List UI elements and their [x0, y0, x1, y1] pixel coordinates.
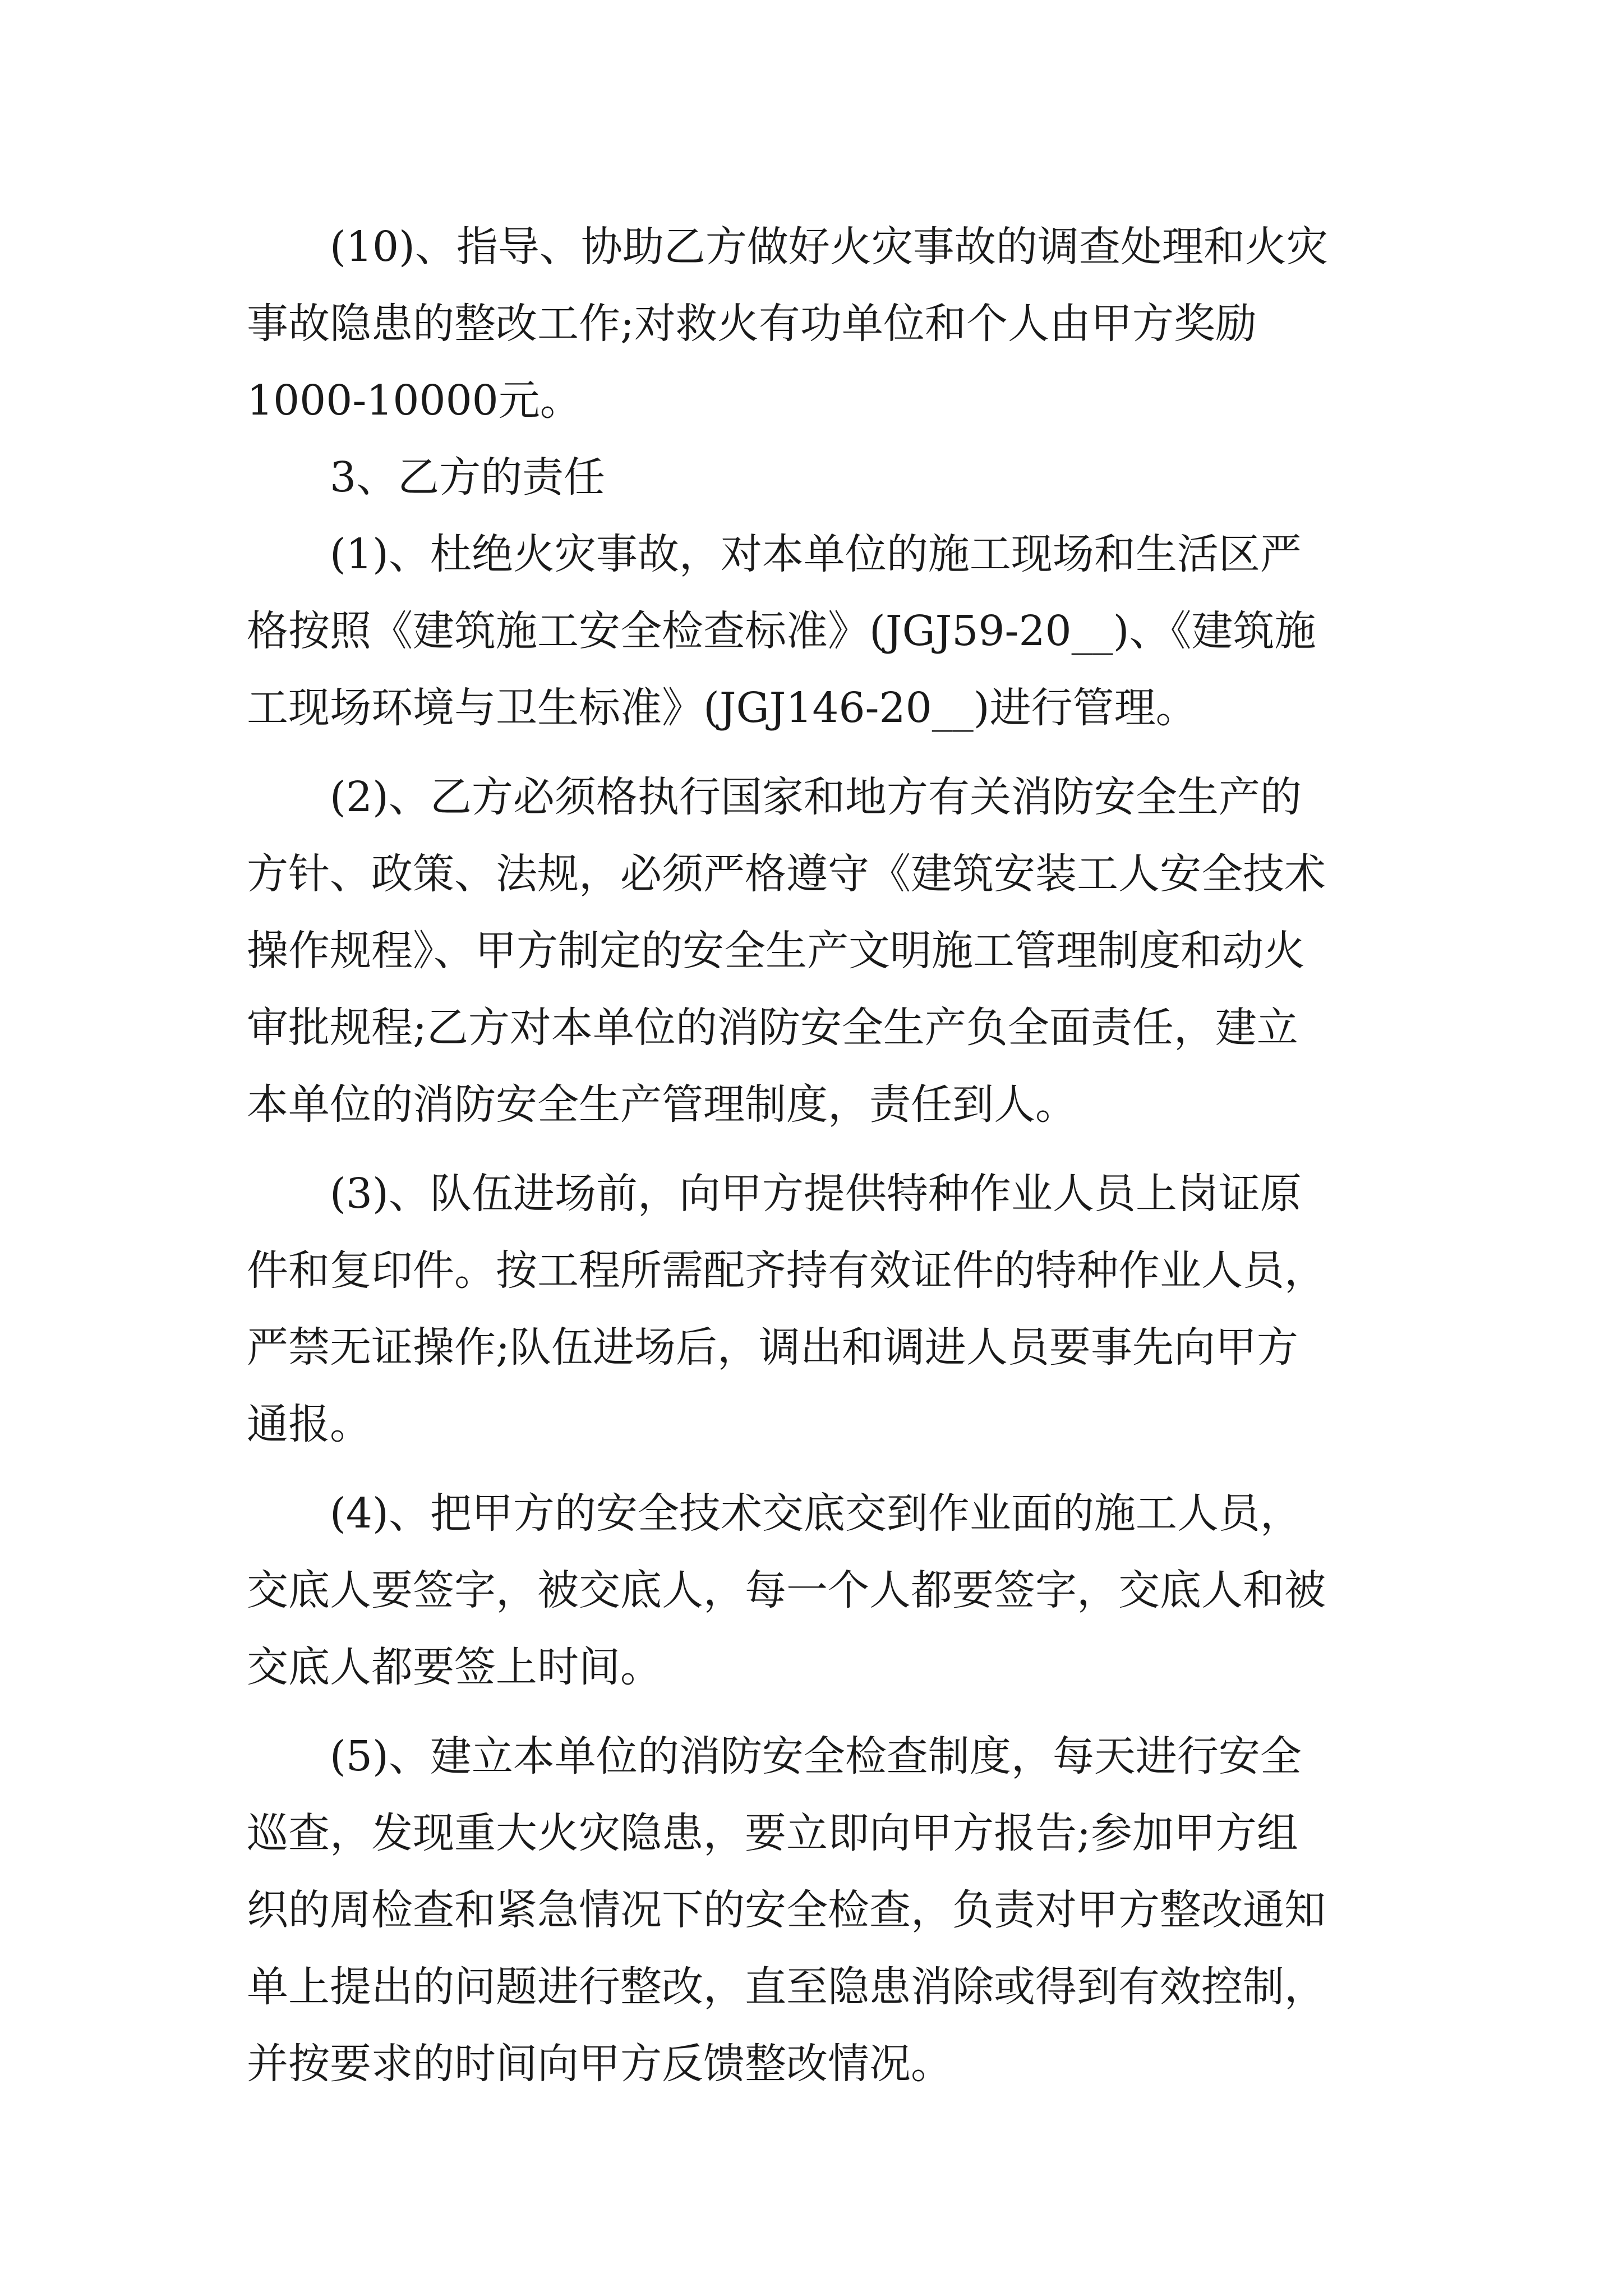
text-line: (1)、杜绝火灾事故，对本单位的施工现场和生活区严	[330, 530, 1302, 578]
text-line: 方针、政策、法规，必须严格遵守《建筑安装工人安全技术	[247, 850, 1326, 898]
section-heading	[247, 439, 1391, 516]
text-line: (10)、指导、协助乙方做好火灾事故的调查处理和火灾	[330, 223, 1328, 271]
text-line: 巡查，发现重大火灾隐患，要立即向甲方报告;参加甲方组	[247, 1809, 1298, 1857]
document-page	[247, 209, 1391, 2102]
text-line: 织的周检查和紧急情况下的安全检查，负责对甲方整改通知	[247, 1886, 1326, 1934]
text-line: (3)、队伍进场前，向甲方提供特种作业人员上岗证原	[330, 1170, 1302, 1218]
paragraph-item-4	[247, 1475, 1391, 1706]
paragraph-item-5	[247, 1718, 1391, 2102]
text-line: 事故隐患的整改工作;对救火有功单位和个人由甲方奖励	[247, 300, 1257, 348]
text-line: (5)、建立本单位的消防安全检查制度，每天进行安全	[330, 1732, 1302, 1780]
paragraph-item-3	[247, 1156, 1391, 1463]
text-line: 1000-10000元。	[247, 376, 582, 425]
text-line: 工现场环境与卫生标准》(JGJ146-20__)进行管理。	[247, 684, 1197, 732]
text-line: 格按照《建筑施工安全检查标准》(JGJ59-20__)、《建筑施	[247, 607, 1316, 655]
section-title-line: 3、乙方的责任	[330, 453, 606, 501]
text-line: 件和复印件。按工程所需配齐持有效证件的特种作业人员，	[247, 1246, 1326, 1295]
paragraph-item-2	[247, 759, 1391, 1143]
paragraph-item-1	[247, 516, 1391, 747]
text-line: 单上提出的问题进行整改，直至隐患消除或得到有效控制，	[247, 1963, 1326, 2011]
text-line: 交底人要签字，被交底人，每一个人都要签字，交底人和被	[247, 1566, 1326, 1614]
text-line: 通报。	[247, 1400, 371, 1448]
text-line: (4)、把甲方的安全技术交底交到作业面的施工人员，	[330, 1489, 1302, 1538]
text-line: 本单位的消防安全生产管理制度，责任到人。	[247, 1080, 1077, 1129]
text-line: 交底人都要签上时间。	[247, 1643, 662, 1691]
text-line: 严禁无证操作;队伍进场后，调出和调进人员要事先向甲方	[247, 1323, 1298, 1372]
text-line: 操作规程》、甲方制定的安全生产文明施工管理制度和动火	[247, 927, 1305, 975]
text-line: 审批规程;乙方对本单位的消防安全生产负全面责任，建立	[247, 1004, 1298, 1052]
text-line: 并按要求的时间向甲方反馈整改情况。	[247, 2040, 952, 2088]
paragraph-item-10	[247, 209, 1391, 439]
text-line: (2)、乙方必须格执行国家和地方有关消防安全生产的	[330, 773, 1302, 821]
